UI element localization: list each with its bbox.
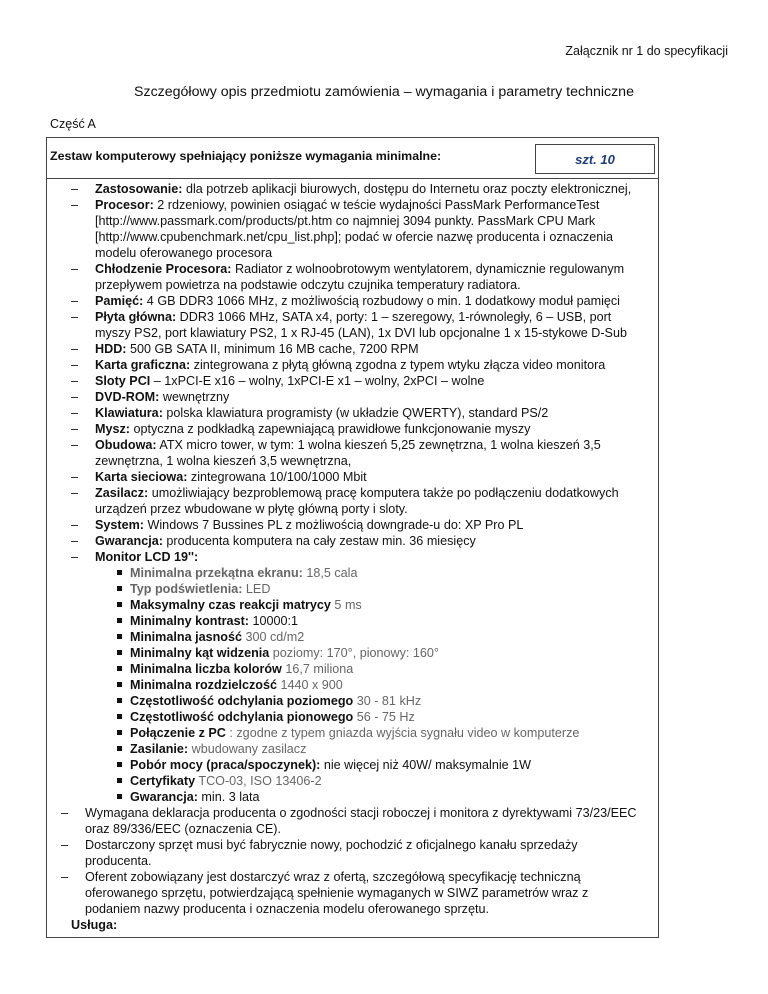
monitor-spec-item: [47, 725, 658, 741]
dash-bullet-icon: –: [71, 518, 79, 532]
monitor-spec-value: 1440 x 900: [276, 678, 343, 692]
requirement-text: Oferent zobowiązany jest dostarczyć wraz z ofertą, szczegółową specyfikację techniczną: [85, 870, 581, 884]
spec-item: [47, 309, 658, 341]
spec-item-text: optyczna z podkładką zapewniającą prawidłowe funkcjonowanie myszy: [130, 422, 531, 436]
spec-item-text: producenta komputera na cały zestaw min. 36 miesięcy: [162, 534, 476, 548]
spec-item-label: System:: [95, 518, 144, 532]
spec-item-label: Mysz:: [95, 422, 130, 436]
spec-table: [46, 137, 659, 938]
dash-bullet-icon: –: [71, 262, 79, 276]
dash-bullet-icon: –: [71, 310, 79, 324]
spec-item: [47, 405, 658, 421]
monitor-spec-label: Pobór mocy (praca/spoczynek):: [130, 758, 321, 772]
monitor-spec-label: Częstotliwość odchylania poziomego: [130, 694, 354, 708]
monitor-spec-item: [47, 773, 658, 789]
spec-item-label: Obudowa:: [95, 438, 157, 452]
spec-item-text: DDR3 1066 MHz, SATA x4, porty: 1 – szeregowy, 1-równoległy, 6 – USB, port: [176, 310, 612, 324]
dash-bullet-icon: –: [71, 406, 79, 420]
spec-item-text: zintegrowana 10/100/1000 Mbit: [187, 470, 367, 484]
spec-item-label: Karta sieciowa:: [95, 470, 188, 484]
spec-item-text: [http://www.cpubenchmark.net/cpu_list.php]; podać w ofercie nazwę producenta i oznaczenia: [95, 230, 614, 244]
square-bullet-icon: [117, 586, 122, 591]
monitor-spec-label: Minimalna rozdzielczość: [130, 678, 277, 692]
spec-item: [47, 485, 658, 517]
spec-item: [47, 261, 658, 293]
monitor-spec-label: Minimalny kąt widzenia: [130, 646, 270, 660]
monitor-spec-value: wbudowany zasilacz: [188, 742, 307, 756]
spec-item: [47, 517, 658, 533]
dash-bullet-icon: –: [71, 422, 79, 436]
monitor-spec-value: TCO-03, ISO 13406-2: [195, 774, 322, 788]
spec-item: [47, 421, 658, 437]
square-bullet-icon: [117, 762, 122, 767]
spec-item-label: Zasilacz:: [95, 486, 149, 500]
dash-bullet-icon: –: [71, 182, 79, 196]
spec-item-label: DVD-ROM:: [95, 390, 160, 404]
square-bullet-icon: [117, 778, 122, 783]
requirement-text: Wymagana deklaracja producenta o zgodności stacji roboczej i monitora z dyrektywami 73/23/EEC: [85, 806, 637, 820]
monitor-spec-value: 10000:1: [248, 614, 298, 628]
table-body: [47, 179, 658, 933]
spec-item-text: 2 rdzeniowy, powinien osiągać w teście wydajności PassMark PerformanceTest: [153, 198, 600, 212]
requirement-text: oraz 89/336/EEC (oznaczenia CE).: [85, 822, 282, 836]
square-bullet-icon: [117, 730, 122, 735]
spec-item-label: Karta graficzna:: [95, 358, 191, 372]
spec-item-label: Pamięć:: [95, 294, 144, 308]
spec-item-label: Płyta główna:: [95, 310, 177, 324]
spec-item-text: przepływem powietrza na podstawie odczytu czujnika temperatury radiatora.: [95, 278, 521, 292]
dash-bullet-icon: –: [71, 486, 79, 500]
page-title: Szczegółowy opis przedmiotu zamówienia – wymagania i parametry techniczne: [134, 84, 634, 100]
monitor-spec-label: Minimalny kontrast:: [130, 614, 249, 628]
spec-item: [47, 373, 658, 389]
annex-label: Załącznik nr 1 do specyfikacji: [565, 44, 728, 58]
spec-item-text: dla potrzeb aplikacji biurowych, dostępu do Internetu oraz poczty elektronicznej,: [182, 182, 632, 196]
monitor-spec-value: poziomy: 170°, pionowy: 160°: [269, 646, 439, 660]
square-bullet-icon: [117, 570, 122, 575]
spec-item-text: umożliwiający bezproblemową pracę komputera także po podłączeniu dodatkowych: [148, 486, 619, 500]
spec-list: [47, 181, 658, 565]
monitor-spec-item: [47, 741, 658, 757]
spec-item-text: – 1xPCI-E x16 – wolny, 1xPCI-E x1 – wolny, 2xPCI – wolne: [150, 374, 485, 388]
spec-item-text: modelu oferowanego procesora: [95, 246, 273, 260]
monitor-spec-value: 16,7 miliona: [281, 662, 354, 676]
square-bullet-icon: [117, 666, 122, 671]
monitor-spec-label: Maksymalny czas reakcji matrycy: [130, 598, 331, 612]
spec-item-label: HDD:: [95, 342, 127, 356]
spec-item-label: Zastosowanie:: [95, 182, 183, 196]
monitor-spec-item: [47, 693, 658, 709]
requirements-list: [47, 805, 658, 917]
monitor-spec-list: [47, 565, 658, 805]
spec-item-label: Chłodzenie Procesora:: [95, 262, 232, 276]
monitor-spec-label: Typ podświetlenia:: [130, 582, 243, 596]
requirement-item: [47, 805, 658, 837]
square-bullet-icon: [117, 794, 122, 799]
dash-bullet-icon: –: [71, 438, 79, 452]
quantity-box: [535, 144, 655, 174]
monitor-spec-item: [47, 789, 658, 805]
dash-bullet-icon: –: [71, 534, 79, 548]
dash-bullet-icon: –: [61, 870, 69, 884]
spec-item-text: Windows 7 Bussines PL z możliwością downgrade-u do: XP Pro PL: [144, 518, 524, 532]
spec-item-text: wewnętrzny: [159, 390, 230, 404]
spec-item: [47, 293, 658, 309]
monitor-spec-label: Minimalna jasność: [130, 630, 242, 644]
spec-item: [47, 389, 658, 405]
spec-item: [47, 197, 658, 261]
dash-bullet-icon: –: [71, 342, 79, 356]
quantity-text: szt. 10: [575, 151, 615, 167]
monitor-spec-item: [47, 565, 658, 581]
spec-item-label: Klawiatura:: [95, 406, 163, 420]
table-header: [47, 138, 658, 179]
requirement-text: oferowanego sprzętu, potwierdzającą spełnienie wymaganych w SIWZ parametrów wraz z: [85, 886, 589, 900]
spec-item: [47, 181, 658, 197]
monitor-spec-item: [47, 597, 658, 613]
monitor-spec-item: [47, 661, 658, 677]
monitor-spec-item: [47, 677, 658, 693]
dash-bullet-icon: –: [71, 374, 79, 388]
spec-item-text: 4 GB DDR3 1066 MHz, z możliwością rozbudowy o min. 1 dodatkowy moduł pamięci: [143, 294, 620, 308]
spec-item-text: zewnętrzna, 1 wolna kieszeń 3,5 wewnętrzna,: [95, 454, 352, 468]
monitor-spec-label: Zasilanie:: [130, 742, 189, 756]
monitor-spec-value: : zgodne z typem gniazda wyjścia sygnału video w komputerze: [225, 726, 580, 740]
dash-bullet-icon: –: [71, 470, 79, 484]
square-bullet-icon: [117, 650, 122, 655]
monitor-spec-item: [47, 645, 658, 661]
monitor-spec-label: Minimalna przekątna ekranu:: [130, 566, 303, 580]
spec-item-label: Procesor:: [95, 198, 154, 212]
requirement-item: [47, 837, 658, 869]
dash-bullet-icon: –: [61, 838, 69, 852]
monitor-spec-value: 30 - 81 kHz: [353, 694, 422, 708]
spec-item-label: Monitor LCD 19'':: [95, 550, 199, 564]
monitor-spec-value: 5 ms: [330, 598, 362, 612]
monitor-spec-item: [47, 581, 658, 597]
monitor-spec-value: 56 - 75 Hz: [353, 710, 415, 724]
requirement-item: [47, 869, 658, 917]
square-bullet-icon: [117, 698, 122, 703]
monitor-spec-value: LED: [242, 582, 271, 596]
service-label: Usługa:: [71, 918, 118, 932]
monitor-spec-value: 300 cd/m2: [241, 630, 305, 644]
requirement-text: podaniem nazwy producenta i oznaczenia modelu oferowanego sprzętu.: [85, 902, 489, 916]
monitor-spec-item: [47, 613, 658, 629]
monitor-spec-item: [47, 757, 658, 773]
square-bullet-icon: [117, 746, 122, 751]
monitor-spec-value: min. 3 lata: [197, 790, 260, 804]
monitor-spec-item: [47, 709, 658, 725]
dash-bullet-icon: –: [71, 390, 79, 404]
spec-item: [47, 341, 658, 357]
spec-item-text: [http://www.passmark.com/products/pt.htm co najmniej 3094 punkty. PassMark CPU Mark: [95, 214, 596, 228]
spec-item-text: myszy PS2, port klawiatury PS2, 1 x RJ-45 (LAN), 1x DVI lub opcjonalne 1 x 15-stykowe D-Sub: [95, 326, 627, 340]
dash-bullet-icon: –: [71, 550, 79, 564]
spec-item-text: polska klawiatura programisty (w układzie QWERTY), standard PS/2: [162, 406, 549, 420]
spec-item-label: Gwarancja:: [95, 534, 163, 548]
monitor-spec-label: Minimalna liczba kolorów: [130, 662, 282, 676]
dash-bullet-icon: –: [61, 806, 69, 820]
dash-bullet-icon: –: [71, 358, 79, 372]
monitor-spec-value: nie więcej niż 40W/ maksymalnie 1W: [320, 758, 532, 772]
table-heading: Zestaw komputerowy spełniający poniższe wymagania minimalne:: [50, 149, 442, 163]
spec-item: [47, 437, 658, 469]
part-label: Część A: [50, 117, 96, 131]
square-bullet-icon: [117, 714, 122, 719]
spec-item-text: Radiator z wolnoobrotowym wentylatorem, dynamicznie regulowanym: [231, 262, 625, 276]
spec-item-text: zintegrowana z płytą główną zgodna z typem wtyku złącza video monitora: [190, 358, 606, 372]
spec-item-label: Sloty PCI: [95, 374, 151, 388]
monitor-spec-label: Częstotliwość odchylania pionowego: [130, 710, 354, 724]
spec-item: [47, 533, 658, 549]
monitor-spec-label: Połączenie z PC: [130, 726, 226, 740]
spec-item: [47, 357, 658, 373]
dash-bullet-icon: –: [71, 198, 79, 212]
monitor-spec-value: 18,5 cala: [302, 566, 358, 580]
square-bullet-icon: [117, 602, 122, 607]
spec-item-text: 500 GB SATA II, minimum 16 MB cache, 7200 RPM: [126, 342, 419, 356]
spec-item-text: urządzeń przez wbudowane w płytę główną porty i sloty.: [95, 502, 408, 516]
square-bullet-icon: [117, 682, 122, 687]
monitor-spec-label: Certyfikaty: [130, 774, 196, 788]
square-bullet-icon: [117, 634, 122, 639]
spec-item: [47, 549, 658, 565]
dash-bullet-icon: –: [71, 294, 79, 308]
requirement-text: Dostarczony sprzęt musi być fabrycznie nowy, pochodzić z oficjalnego kanału sprzedaży: [85, 838, 578, 852]
spec-item: [47, 469, 658, 485]
spec-item-text: ATX micro tower, w tym: 1 wolna kieszeń 5,25 zewnętrzna, 1 wolna kieszeń 3,5: [156, 438, 601, 452]
monitor-spec-label: Gwarancja:: [130, 790, 198, 804]
monitor-spec-item: [47, 629, 658, 645]
square-bullet-icon: [117, 618, 122, 623]
requirement-text: producenta.: [85, 854, 152, 868]
